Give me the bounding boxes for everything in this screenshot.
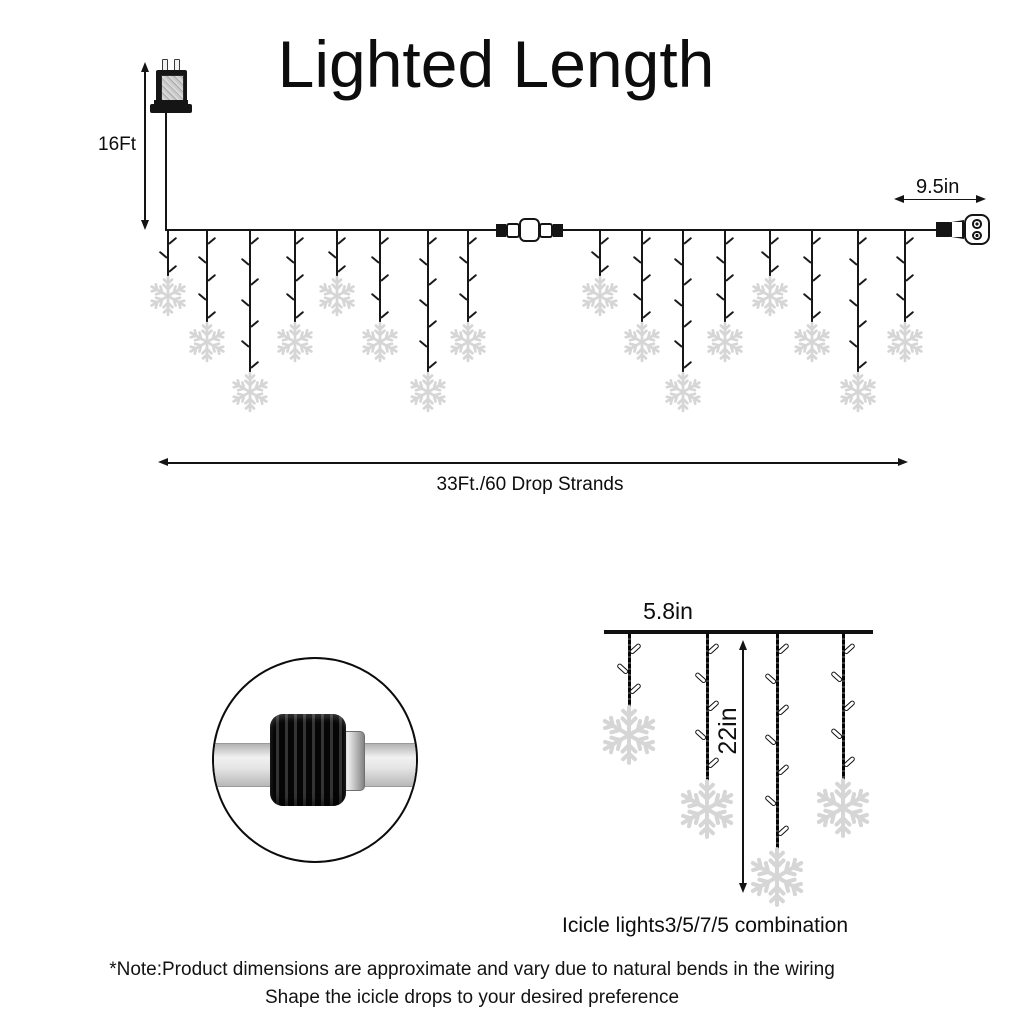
light-bulb [858, 361, 867, 369]
light-bulb [905, 237, 914, 245]
light-bulb [858, 320, 867, 328]
span-dimension-label: 33Ft./60 Drop Strands [436, 474, 624, 495]
light-bulb [905, 311, 914, 319]
snowflake-icon [579, 275, 621, 317]
snowflake-icon [359, 321, 401, 363]
light-bulb [905, 274, 914, 282]
arrowhead-right [898, 458, 908, 466]
snowflake [749, 275, 791, 322]
arrowhead-down [739, 883, 747, 893]
drop-strand [857, 231, 859, 373]
light-bulb [468, 311, 477, 319]
snowflake-icon [749, 275, 791, 317]
light-bulb [428, 237, 437, 245]
light-bulb [168, 265, 177, 273]
drop-strand [427, 231, 429, 373]
light-bulb [600, 265, 609, 273]
light-bulb [843, 699, 856, 711]
snowflake [447, 321, 489, 368]
snowflake-icon [598, 704, 660, 766]
connector-collar [496, 224, 506, 237]
snowflake-icon [812, 777, 874, 839]
light-bulb [250, 237, 259, 245]
light-bulb [725, 274, 734, 282]
light-bulb [642, 237, 651, 245]
drop-length-dimension-label: 22in [714, 707, 742, 755]
dimension-line [167, 462, 899, 464]
light-bulb [337, 237, 346, 245]
snowflake-icon [704, 321, 746, 363]
light-bulb [777, 643, 790, 655]
footnote [40, 956, 904, 1012]
light-bulb [683, 320, 692, 328]
snowflake [884, 321, 926, 368]
light-bulb [777, 825, 790, 837]
end-connector-collar [936, 222, 950, 237]
ribbed-connector-cap [270, 714, 346, 806]
height-dimension-label: 16Ft [98, 134, 137, 155]
light-bulb [812, 274, 821, 282]
snowflake-icon [186, 321, 228, 363]
light-bulb [843, 756, 856, 768]
snowflake-icon [837, 371, 879, 413]
combination-caption: Icicle lights3/5/7/5 combination [562, 914, 848, 937]
arrowhead-down [141, 220, 149, 230]
light-bulb [207, 311, 216, 319]
light-bulb [250, 361, 259, 369]
drop-strand [682, 231, 684, 373]
light-bulb [295, 311, 304, 319]
light-bulb [380, 274, 389, 282]
snowflake [359, 321, 401, 368]
light-bulb [295, 237, 304, 245]
snowflake [274, 321, 316, 368]
connector-collar [553, 224, 563, 237]
snowflake [812, 777, 874, 844]
snowflake [704, 321, 746, 368]
snowflake-icon [147, 275, 189, 317]
snowflake [407, 371, 449, 418]
light-bulb [858, 237, 867, 245]
snowflake-icon [229, 371, 271, 413]
light-bulb [207, 237, 216, 245]
end-connector-neck [950, 220, 964, 239]
light-bulb [428, 361, 437, 369]
light-bulb [858, 278, 867, 286]
spacing-dimension-label: 5.8in [643, 598, 693, 624]
light-bulb [250, 320, 259, 328]
snowflake-icon [274, 321, 316, 363]
light-bulb [683, 278, 692, 286]
dimension-line [742, 648, 744, 885]
snowflake-icon [746, 846, 808, 908]
light-bulb [707, 643, 720, 655]
connector-barrel [539, 223, 553, 238]
dimension-line [903, 199, 977, 201]
light-bulb [295, 274, 304, 282]
plug-base [150, 104, 192, 113]
connector-coupling [519, 218, 540, 242]
lead-wire [165, 111, 167, 231]
light-bulb [812, 311, 821, 319]
light-bulb [683, 361, 692, 369]
snowflake [676, 778, 738, 845]
snowflake-icon [884, 321, 926, 363]
light-bulb [683, 237, 692, 245]
snowflake [662, 371, 704, 418]
light-bulb [428, 320, 437, 328]
snowflake-icon [791, 321, 833, 363]
drop-strand [249, 231, 251, 373]
detail-header-wire [604, 630, 873, 634]
inline-connector-icon [496, 218, 563, 242]
snowflake-icon [621, 321, 663, 363]
light-bulb [770, 237, 779, 245]
end-connector-icon [936, 214, 990, 245]
page-title: Lighted Length [277, 27, 715, 101]
light-bulb [250, 278, 259, 286]
snowflake [316, 275, 358, 322]
light-bulb [468, 237, 477, 245]
light-bulb [843, 643, 856, 655]
light-bulb [600, 237, 609, 245]
light-bulb [725, 311, 734, 319]
snowflake [746, 846, 808, 913]
footnote-line: *Note:Product dimensions are approximate and vary due to natural bends in the wiring [109, 959, 835, 980]
snowflake [621, 321, 663, 368]
snowflake-icon [662, 371, 704, 413]
snowflake-icon [447, 321, 489, 363]
snowflake [186, 321, 228, 368]
snowflake [147, 275, 189, 322]
snowflake [579, 275, 621, 322]
light-bulb [380, 237, 389, 245]
magnified-connector-photo [212, 657, 418, 863]
light-bulb [380, 311, 389, 319]
light-bulb [777, 764, 790, 776]
dimension-line [144, 70, 146, 222]
socket-hole [972, 231, 982, 241]
light-bulb [812, 237, 821, 245]
snowflake [598, 704, 660, 771]
snowflake-icon [676, 778, 738, 840]
light-bulb [629, 643, 642, 655]
footnote-line: Shape the icicle drops to your desired preference [264, 987, 680, 1008]
tail-dimension-label: 9.5in [916, 176, 960, 198]
snowflake [229, 371, 271, 418]
light-bulb [777, 703, 790, 715]
light-bulb [207, 274, 216, 282]
socket-hole [972, 219, 982, 229]
snowflake-icon [407, 371, 449, 413]
light-bulb [168, 237, 177, 245]
light-bulb [642, 274, 651, 282]
light-bulb [642, 311, 651, 319]
snowflake-icon [316, 275, 358, 317]
light-bulb [428, 278, 437, 286]
light-bulb [770, 265, 779, 273]
snowflake [837, 371, 879, 418]
light-bulb [337, 265, 346, 273]
arrowhead-right [976, 195, 986, 203]
light-bulb [468, 274, 477, 282]
snowflake [791, 321, 833, 368]
light-bulb [725, 237, 734, 245]
end-connector-socket [964, 214, 990, 245]
connector-barrel [506, 223, 520, 238]
light-bulb [629, 683, 642, 695]
